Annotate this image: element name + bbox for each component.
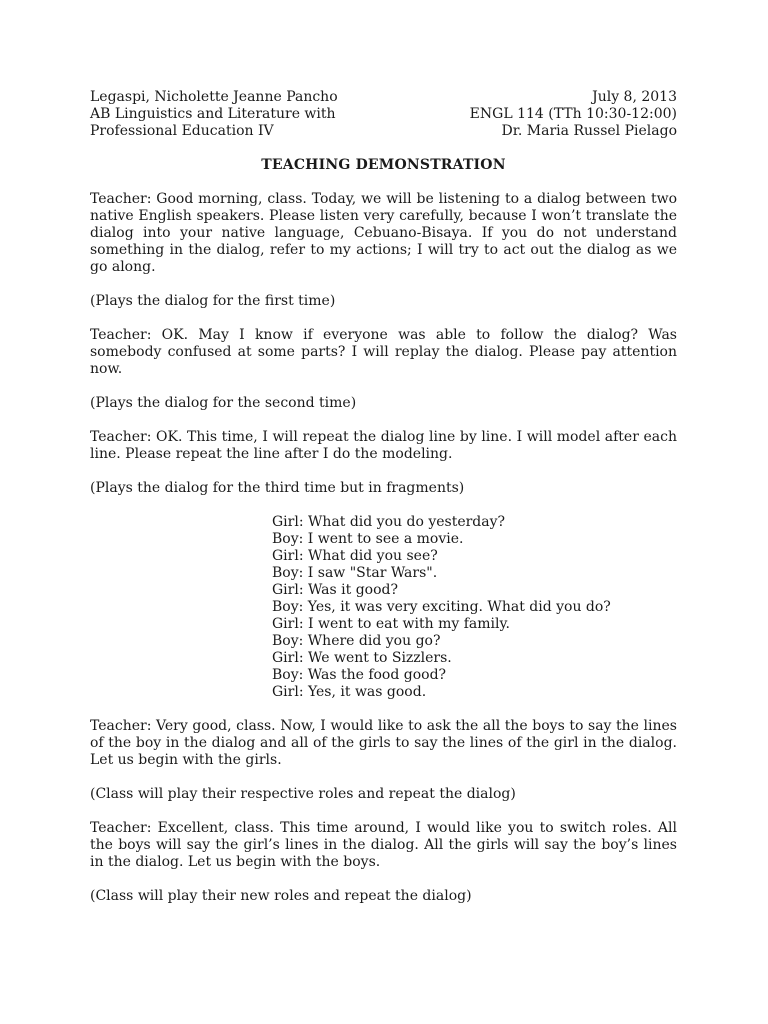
course-info	[470, 89, 677, 140]
teacher-paragraph-3: Teacher: OK. This time, I will repeat the dialog line by line. I will model after each line. Please repeat the line after I do the modeling.	[90, 429, 677, 462]
document-date: July 8, 2013	[592, 89, 677, 105]
teacher-paragraph-5: Teacher: Excellent, class. This time around, I would like you to switch roles. All the boys will say the girl’s lines in the dialog. All the girls will say the boy’s lines in the dialog. Let us begin with the boys.	[90, 820, 677, 870]
dialog-line: Girl: Was it good?	[272, 582, 398, 598]
dialog-block	[272, 514, 677, 701]
dialog-line: Boy: I saw "Star Wars".	[272, 565, 438, 581]
dialog-line: Girl: What did you do yesterday?	[272, 514, 506, 530]
student-name: Legaspi, Nicholette Jeanne Pancho	[90, 89, 338, 105]
student-info	[90, 89, 338, 140]
dialog-line: Girl: Yes, it was good.	[272, 684, 427, 700]
student-program: AB Linguistics and Literature with	[90, 106, 336, 122]
student-program-continued: Professional Education IV	[90, 123, 274, 139]
dialog-line: Boy: Yes, it was very exciting. What did you do?	[272, 599, 611, 615]
stage-direction-2: (Plays the dialog for the second time)	[90, 395, 357, 411]
document-header	[90, 89, 677, 140]
stage-direction-3: (Plays the dialog for the third time but in fragments)	[90, 480, 465, 496]
stage-direction-1: (Plays the dialog for the first time)	[90, 293, 336, 309]
teacher-paragraph-4: Teacher: Very good, class. Now, I would like to ask the all the boys to say the lines of the boy in the dialog and all of the girls to say the lines of the girl in the dialog. Let us begin with the girls.	[90, 718, 677, 768]
stage-direction-5: (Class will play their new roles and repeat the dialog)	[90, 888, 472, 904]
dialog-line: Girl: We went to Sizzlers.	[272, 650, 452, 666]
teacher-paragraph-1: Teacher: Good morning, class. Today, we will be listening to a dialog between two native English speakers. Please listen very carefully, because I won’t translate the dialog into your native language, Cebuano-Bisaya. If you do not understand something in the dialog, refer to my actions; I will try to act out the dialog as we go along.	[90, 191, 677, 275]
dialog-line: Boy: I went to see a movie.	[272, 531, 464, 547]
dialog-line: Boy: Where did you go?	[272, 633, 441, 649]
instructor-name: Dr. Maria Russel Pielago	[501, 123, 677, 139]
teacher-paragraph-2: Teacher: OK. May I know if everyone was able to follow the dialog? Was somebody confused at some parts? I will replay the dialog. Please pay attention now.	[90, 327, 677, 377]
dialog-line: Girl: What did you see?	[272, 548, 438, 564]
dialog-line: Boy: Was the food good?	[272, 667, 447, 683]
dialog-line: Girl: I went to eat with my family.	[272, 616, 510, 632]
document-page	[90, 89, 677, 922]
course-code: ENGL 114 (TTh 10:30-12:00)	[469, 106, 677, 122]
stage-direction-4: (Class will play their respective roles and repeat the dialog)	[90, 786, 516, 802]
document-title: TEACHING DEMONSTRATION	[261, 157, 506, 173]
